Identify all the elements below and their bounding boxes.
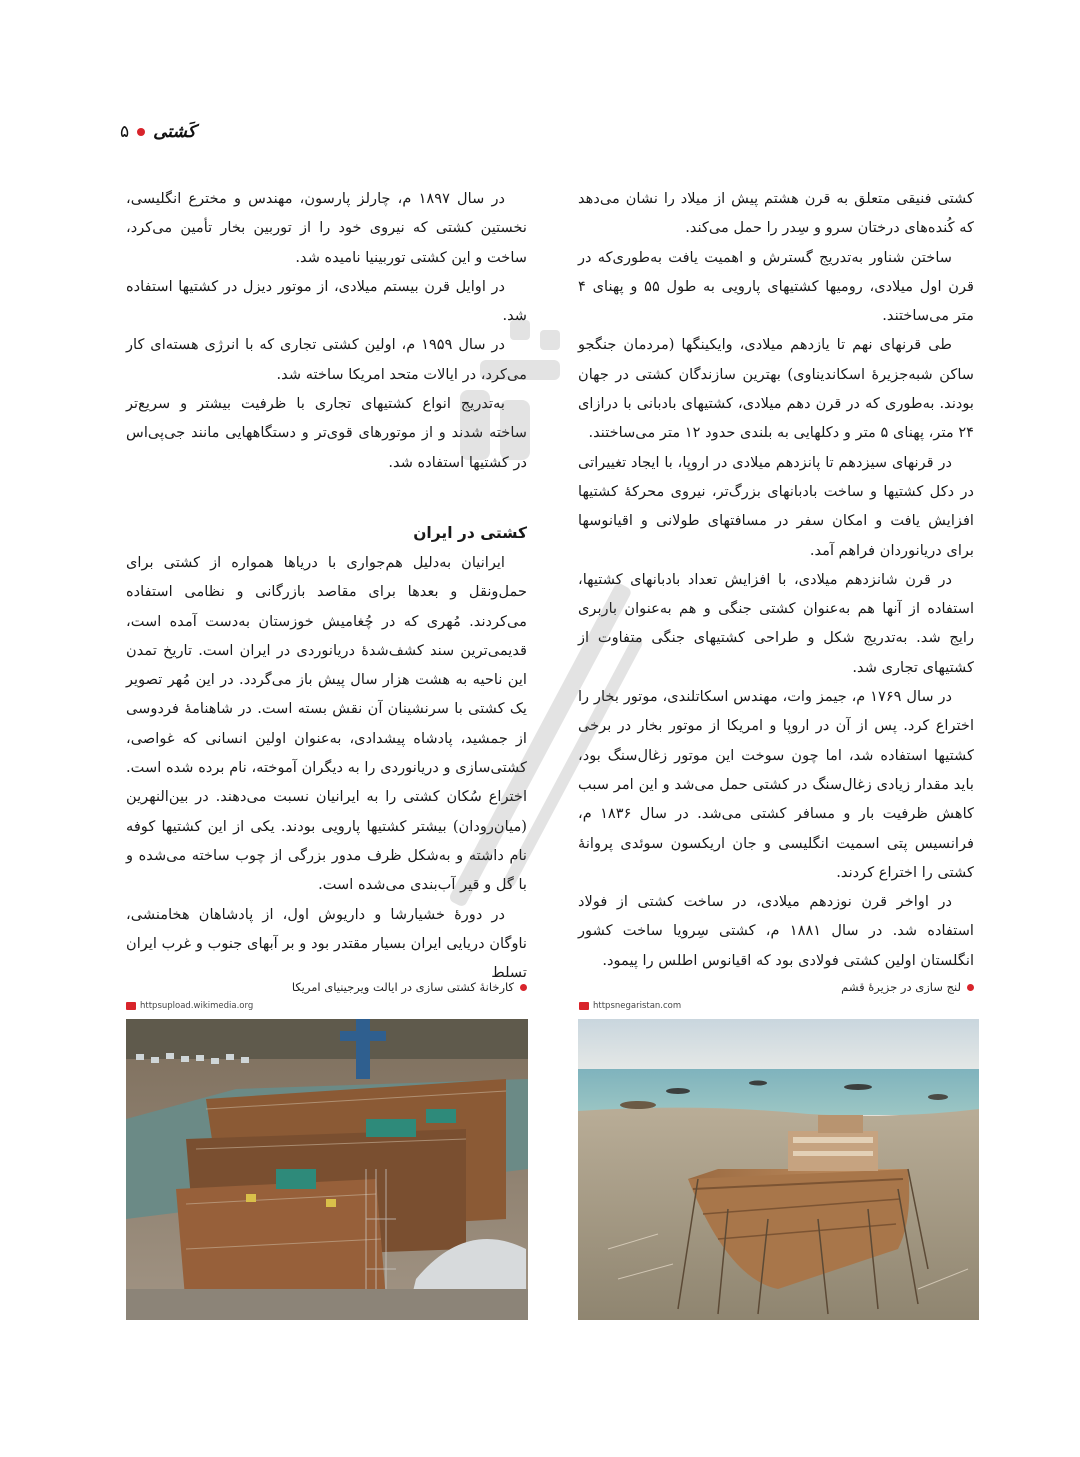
paragraph: در سال ۱۹۵۹ م، اولین کشتی تجاری که با انرژی هسته‌ای کار می‌کرد، در ایالات متحد امریکا ساخته شد. [126, 336, 527, 383]
paragraph: ایرانیان به‌دلیل هم‌جواری با دریاها همواره از کشتی برای حمل‌ونقل و بعدها برای مقاصد بازرگانی و نظامی استفاده می‌کردند. مُهری که در چُغامیش خوزستان به‌دست آمده است، قدیمی‌ترین سند کشف‌شدهٔ دریانوردی در ایران است. تاریخ تمدن این ناحیه به هشت هزار سال پیش باز می‌گردد. در این مُهر تصویر یک کشتی با سرنشینان آن نقش بسته است. در شاهنامهٔ فردوسی از جمشید، پادشاه پیشدادی، به‌عنوان اولین انسانی که غواصی، کشتی‌سازی و دریانوردی را به دیگران آموخته، نام برده شده است. اختراع سُکان کشتی را به ایرانیان نسبت می‌دهند. در بین‌النهرین (میان‌رودان) بیشتر کشتیها پارویی بودند. یکی از این کشتیها کوفه نام داشته و به‌شکل ظرف مدور بزرگی از چوب ساخته می‌شده و با گل و قیر آب‌بندی می‌شده است. [126, 554, 527, 894]
section-heading: کشتی در ایران [413, 524, 527, 542]
caption-bullet-icon [967, 984, 974, 991]
paragraph: ساختن شناور به‌تدریج گسترش و اهمیت یافت به‌طوری‌که در قرن اول میلادی، رومیها کشتیهای پارویی به طول ۵۵ و پهنای ۴ متر می‌ساختند. [578, 248, 974, 325]
paragraph: در سال ۱۷۶۹ م، جیمز وات، مهندس اسکاتلندی، موتور بخار را اختراع کرد. پس از آن در اروپا و امریکا از موتور بخار در برخی کشتیها استفاده شد، اما چون سوخت این موتور زغال‌سنگ بود، باید مقدار زیادی زغال‌سنگ در کشتی حمل می‌شد و این امر سبب کاهش ظرفیت بار و مسافر کشتی می‌شد. در سال ۱۸۳۶ م، فرانسیس پتی اسمیت انگلیسی و جان اریکسون سوئدی پروانهٔ کشتی را اختراع کردند. [578, 688, 975, 881]
caption-text: کارخانهٔ کشتی سازی در ایالت ویرجینیای امریکا [291, 980, 514, 994]
iran-section [126, 518, 527, 987]
camera-icon [126, 1002, 136, 1010]
caption-bullet-icon [520, 984, 527, 991]
figure-caption-right [841, 980, 974, 994]
page-title: کَشتی [153, 122, 196, 142]
image-source-right [579, 1001, 681, 1011]
image-source-left [126, 1001, 253, 1011]
source-text: httpsnegaristan.com [593, 1001, 682, 1011]
page-number: ۵ [120, 122, 130, 142]
paragraph: در قرنهای سیزدهم تا پانزدهم میلادی در اروپا، با ایجاد تغییراتی در دکل کشتیها و ساخت بادبانهای بزرگ‌تر، نیروی محرکهٔ کشتیها افزایش یافت و امکان سفر در مسافتهای طولانی و اقیانوسها برای دریانوردان فراهم آمد. [578, 453, 974, 559]
page-header [120, 122, 196, 142]
right-column [578, 184, 974, 975]
paragraph: در سال ۱۸۹۷ م، چارلز پارسون، مهندس و مخترع انگلیسی، نخستین کشتی که نیروی خود را از توربین بخار تأمین می‌کرد، ساخت و این کشتی توربینیا نامیده شد. [126, 190, 527, 266]
figure-caption-left [292, 980, 527, 994]
paragraph: در اوایل قرن بیستم میلادی، از موتور دیزل در کشتیها استفاده شد. [126, 277, 527, 325]
paragraph: در اواخر قرن نوزدهم میلادی، در ساخت کشتی از فولاد استفاده شد. در سال ۱۸۸۱ م، کشتی سِرویا ساخت کشور انگلستان اولین کشتی فولادی بود که اقیانوس اطلس را پیمود. [578, 893, 974, 969]
photo-dhow-building [578, 1019, 979, 1320]
paragraph: طی قرنهای نهم تا یازدهم میلادی، وایکینگها (مردمان جنگجو ساکن شبه‌جزیرهٔ اسکاندیناوی) بهترین سازندگان کشتی در جهان بودند. به‌طوری که در قرن دهم میلادی، کشتیهای بادبانی با درازای ۲۴ متر، پهنای ۵ متر و دکلهایی به بلندی حدود ۱۲ متر می‌ساختند. [578, 336, 974, 442]
caption-text: لنج سازی در جزیرهٔ قشم [841, 980, 961, 994]
paragraph: به‌تدریج انواع کشتیهای تجاری با ظرفیت بیشتر و سریع‌تر ساخته شدند و از موتورهای قوی‌تر و دستگاههایی مانند جی‌پی‌اس در کشتیها استفاده شد. [126, 395, 527, 471]
header-dot-icon [137, 128, 145, 136]
source-text: httpsupload.wikimedia.org [140, 1001, 254, 1011]
photo-shipyard [126, 1019, 528, 1320]
paragraph: کشتی فنیقی متعلق به قرن هشتم پیش از میلاد را نشان می‌دهد که کُنده‌های درختان سرو و سِدر را حمل می‌کند. [578, 190, 974, 237]
left-column [126, 184, 527, 477]
paragraph: در دورهٔ خشیارشا و داریوش اول، از پادشاهان هخامنشی، ناوگان دریایی ایران بسیار مقتدر بود و بر آبهای جنوب و غرب ایران تسلط [126, 905, 527, 982]
camera-icon [579, 1002, 589, 1010]
paragraph: در قرن شانزدهم میلادی، با افزایش تعداد بادبانهای کشتیها، استفاده از آنها هم به‌عنوان کشتی جنگی و هم به‌عنوان باربری رایج شد. به‌تدریج شکل و طراحی کشتیهای جنگی متفاوت از کشتیهای تجاری شد. [578, 570, 974, 676]
